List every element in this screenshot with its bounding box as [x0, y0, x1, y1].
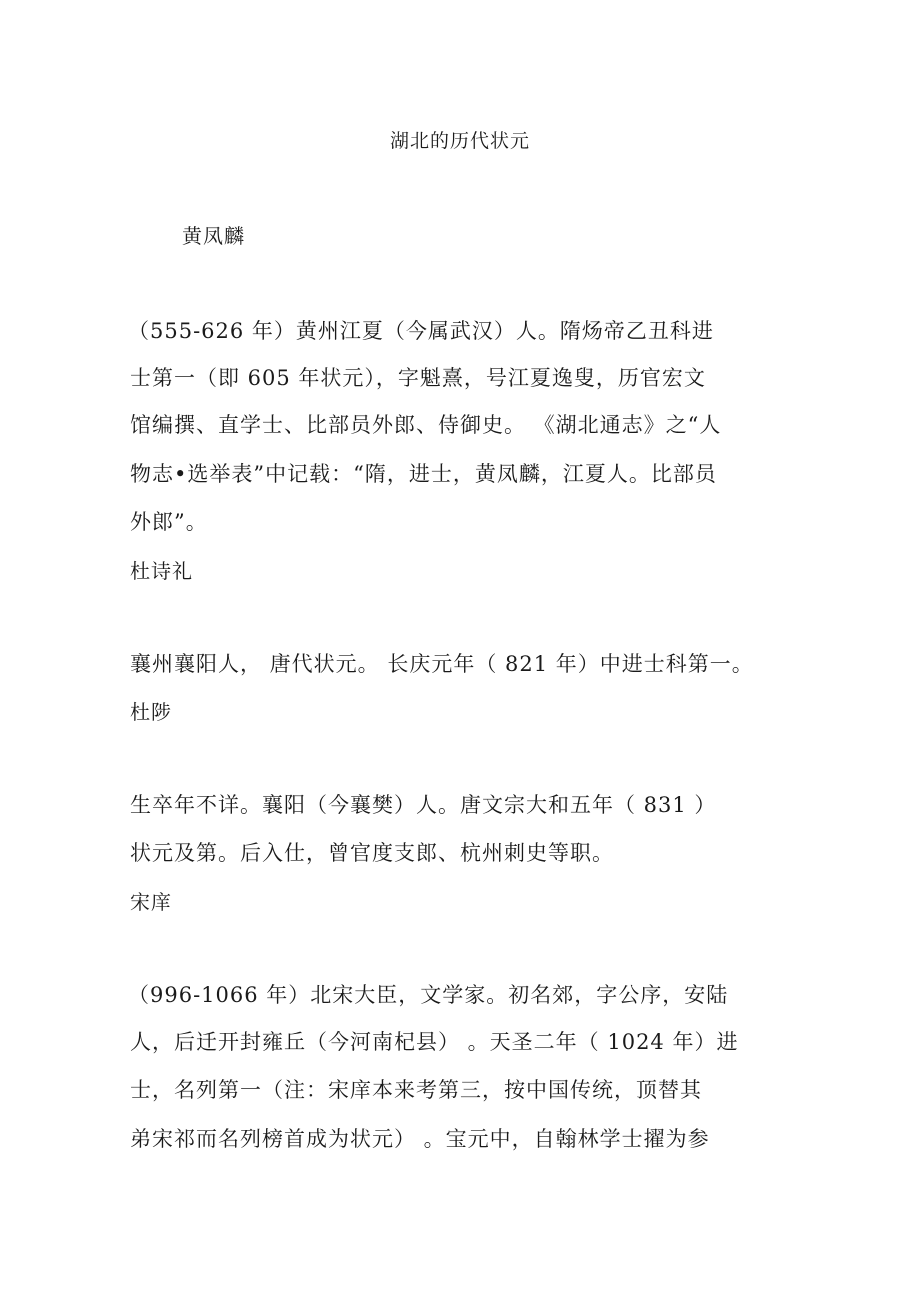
entry-name-song-xiang: 宋庠	[130, 890, 172, 914]
page-title: 湖北的历代状元	[389, 130, 530, 152]
entry-line: 外郎”。	[130, 510, 208, 534]
entry-line: 士第一（即 605 年状元），字魁熹，号江夏逸叟，历官宏文	[130, 366, 706, 390]
entry-line: （555-626 年）黄州江夏（今属武汉）人。隋炀帝乙丑科进	[128, 319, 714, 343]
entry-name-du-zhi: 杜陟	[130, 700, 172, 724]
entry-line: 生卒年不详。襄阳（今襄樊）人。唐文宗大和五年（ 831 ）	[130, 793, 717, 817]
entry-name-du-shili: 杜诗礼	[130, 559, 193, 583]
entry-name-huang-fenglin: 黄凤麟	[182, 224, 245, 248]
entry-line: 襄州襄阳人， 唐代状元。 长庆元年（ 821 年）中进士科第一。	[130, 652, 754, 676]
entry-line: 馆编撰、直学士、比部员外郎、侍御史。 《湖北通志》之“人	[130, 413, 722, 437]
entry-line: 士，名列第一（注：宋庠本来考第三，按中国传统，顶替其	[130, 1078, 702, 1102]
entry-line: 弟宋祁而名列榜首成为状元） 。宝元中，自翰林学士擢为参	[130, 1127, 710, 1151]
entry-line: 人，后迁开封雍丘（今河南杞县） 。天圣二年（ 1024 年）进	[130, 1030, 739, 1054]
entry-line: （996-1066 年）北宋大臣，文学家。初名郊，字公序，安陆	[128, 983, 729, 1007]
entry-line: 状元及第。后入仕，曾官度支郎、杭州刺史等职。	[130, 841, 614, 865]
entry-line: 物志•选举表”中记载：“隋，进士，黄凤麟，江夏人。比部员	[130, 462, 717, 486]
